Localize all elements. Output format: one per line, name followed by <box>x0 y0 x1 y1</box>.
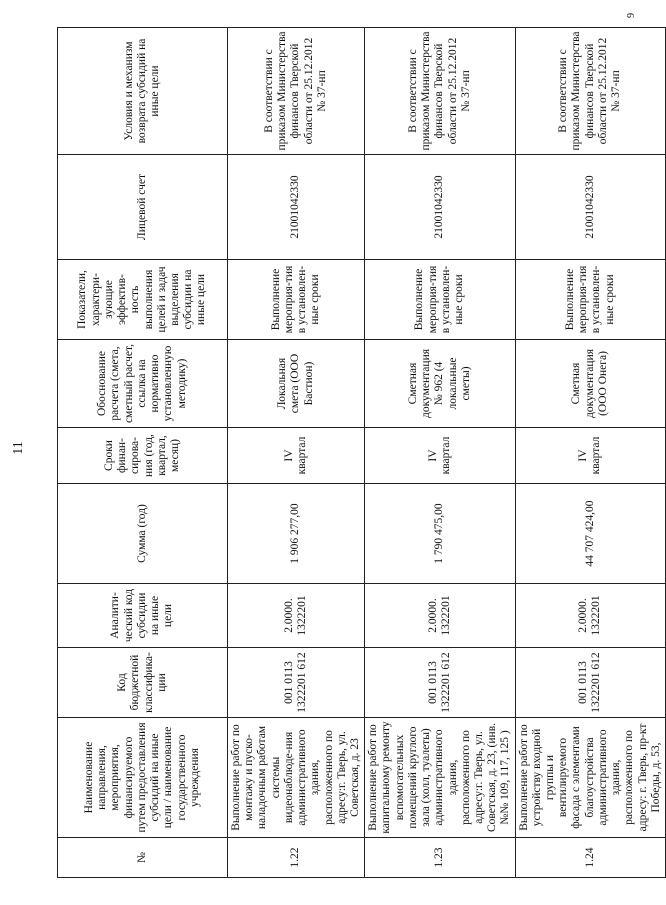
cell-indicators: Выполнение мероприя-тия в установлен-ные сроки <box>515 260 665 340</box>
cell-name: Выполнение работ по устройству входной группы и вентилируемого фасада с элементами благоустройства административного здания, расположенного по адресу: г. Тверь, пр-кт Победы, д. 53, <box>515 718 665 838</box>
cell-period: IV квартал <box>228 428 365 484</box>
header-sum: Сумма (год) <box>58 484 228 584</box>
cell-period: IV квартал <box>515 428 665 484</box>
cell-sum: 44 707 424,00 <box>515 484 665 584</box>
cell-num: 1.24 <box>515 838 665 878</box>
header-num: № <box>58 838 228 878</box>
cell-sum: 1 790 475,00 <box>365 484 515 584</box>
cell-kbk: 001 0113 1322201 612 <box>228 648 365 718</box>
header-indicators: Показатели, характери-зующие эффектив-ность выполнения целей и задач выделения субсидии на иные цели <box>58 260 228 340</box>
header-kbk: Код бюджетной классифика-ции <box>58 648 228 718</box>
cell-num: 1.22 <box>228 838 365 878</box>
cell-kbk: 001 0113 1322201 612 <box>365 648 515 718</box>
cell-account: 21001042330 <box>365 155 515 260</box>
rotated-document <box>57 28 662 878</box>
cell-conditions: В соответствии с приказом Министерства финансов Тверской области от 25.12.2012 № 37-нп <box>365 28 515 155</box>
table-header-row <box>58 28 228 878</box>
cell-indicators: Выполнение мероприя-тия в установлен-ные сроки <box>365 260 515 340</box>
cell-num: 1.23 <box>365 838 515 878</box>
header-account: Лицевой счет <box>58 155 228 260</box>
cell-basis: Сметная документация (ООО Онега) <box>515 340 665 428</box>
cell-account: 21001042330 <box>515 155 665 260</box>
cell-basis: Сметная документация № 962 (4 локальные сметы) <box>365 340 515 428</box>
cell-code: 2.0000. 1322201 <box>228 584 365 648</box>
cell-sum: 1 906 277,00 <box>228 484 365 584</box>
cell-code: 2.0000. 1322201 <box>365 584 515 648</box>
header-basis: Обоснование расчета (смета, сметный расчет, ссылка на нормативно установленную методику) <box>58 340 228 428</box>
cell-period: IV квартал <box>365 428 515 484</box>
cell-kbk: 001 0113 1322201 612 <box>515 648 665 718</box>
header-period: Сроки финан-сирова-ния (год, квартал, месяц) <box>58 428 228 484</box>
cell-conditions: В соответствии с приказом Министерства финансов Тверской области от 25.12.2012 № 37-нп <box>515 28 665 155</box>
corner-mark: 9 <box>626 13 637 18</box>
table-row <box>515 28 665 878</box>
cell-basis: Локальная смета (ООО Бастион) <box>228 340 365 428</box>
cell-indicators: Выполнение мероприя-тия в установлен-ные сроки <box>228 260 365 340</box>
header-name: Наименование направления, мероприятия, финансируемого путем предоставления субсидий на иные цели / наименование государственного учреждения <box>58 718 228 838</box>
cell-code: 2.0000. 1322201 <box>515 584 665 648</box>
page-number: 11 <box>11 441 26 455</box>
cell-account: 21001042330 <box>228 155 365 260</box>
table-row <box>228 28 365 878</box>
cell-name: Выполнение работ по капитальному ремонту вспомогательных помещений круглого зала (холл, туалеты) административного здания, расположенного по адресу:г. Тверь, ул. Советская, д. 23, (инв. №№ 109, 117, 125 ) <box>365 718 515 838</box>
table-row <box>365 28 515 878</box>
header-conditions: Условия и механизм возврата субсидий на иные цели <box>58 28 228 155</box>
header-code: Аналити-ческий код субсидии на иные цели <box>58 584 228 648</box>
cell-name: Выполнение работ по монтажу и пуско-наладочным работам системы видеонаблюде-ния административного здания, расположенного по адресу:г. Тверь, ул. Советская, д. 23 <box>228 718 365 838</box>
cell-conditions: В соответствии с приказом Министерства финансов Тверской области от 25.12.2012 № 37-нп <box>228 28 365 155</box>
subsidy-table <box>57 27 666 878</box>
